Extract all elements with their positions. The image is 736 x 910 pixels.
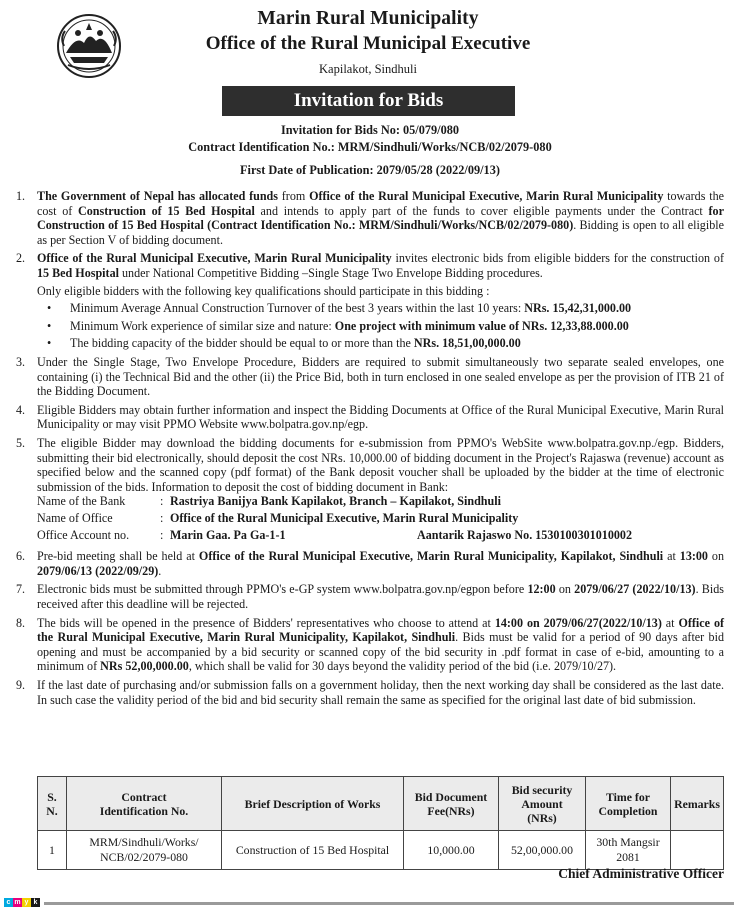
clause-text: . Bidding is open to all eligible as per Section V of bidding document. [37,218,724,247]
clause-text-bold: The Government of Nepal has allocated funds [37,189,278,203]
clause-text: . [158,563,162,578]
clause-7 [14,582,724,611]
separator: : [160,528,164,543]
column-header: Time for Completion [586,777,671,831]
account-label: Office Account no. [37,528,130,543]
account-row [37,528,724,545]
qualification-text: Minimum Work experience of similar size and nature: [70,318,335,333]
column-header: Contract Identification No. [67,777,222,831]
qualification-value: NRs. 15,42,31,000.00 [524,301,632,316]
separator: : [160,494,164,509]
clause-number: 3. [16,354,26,369]
clause-number: 8. [16,615,26,630]
qualification-intro: Only eligible bidders with the following key qualifications should participate in this bidding : [37,283,490,298]
qualification-item [37,336,724,351]
page-title: Invitation for Bids [222,86,515,116]
bullet-icon: • [47,318,52,333]
clause-text: invites electronic bids from eligible bidders for the construction of [391,251,724,266]
nepal-emblem-icon [56,13,122,79]
clause-text-bold: 2079/06/27 (2022/10/13) [574,582,696,597]
clause-text: at [661,615,679,630]
clause-2 [14,251,724,351]
clause-text-bold: Office of the Rural Municipal Executive, Marin Rural Municipality, Kapilakot, Sindhuli [198,549,664,564]
column-header: Remarks [671,777,724,831]
clause-text-bold: Office of the Rural Municipal Executive, Marin Rural Municipality, Kapilakot, Sindhuli [37,615,725,645]
clause-text-bold: 13:00 [679,549,708,564]
qualification-item [37,301,724,316]
bullet-icon: • [47,301,52,316]
clause-3 [14,355,724,399]
cmyk-print-marks [4,898,40,907]
office-value: Office of the Rural Municipal Executive, Marin Rural Municipality [170,511,519,526]
table-cell: MRM/Sindhuli/Works/ NCB/02/2079-080 [67,831,222,870]
clause-text: on [707,549,725,564]
signatory-title: Chief Administrative Officer [558,866,724,881]
bid-table [37,776,724,870]
clause-text: Under the Single Stage, Two Envelope Procedure, Bidders are required to submit simultaneously two separate sealed envelopes, one containing (i) the Technical Bid and the other (ii) the Price Bid, both in turn enclosed in one sealed envelope as per the provision of ITB 21 of the Bidding Document. [37,354,724,399]
org-name: Marin Rural Municipality [257,8,479,29]
bullet-icon: • [47,336,52,351]
clause-number: 7. [16,582,26,597]
clause-text: . Bids received after this deadline will be rejected. [37,582,724,612]
ifb-number: Invitation for Bids No: 05/079/080 [280,123,460,137]
qualification-text: Minimum Average Annual Construction Turnover of the best 3 years within the last 10 years: [70,301,525,316]
clause-number: 5. [16,435,26,450]
table-cell: Construction of 15 Bed Hospital [222,831,404,870]
clause-text-bold: 15 Bed Hospital [37,265,119,280]
column-header: Brief Description of Works [222,777,404,831]
column-header: Bid Document Fee(NRs) [404,777,499,831]
clause-number: 2. [16,251,26,266]
clause-5 [14,436,724,545]
publication-date: First Date of Publication: 2079/05/28 (2022/09/13) [240,163,500,177]
notice-body [14,189,724,711]
clause-number: 4. [16,402,26,417]
cmyk-swatch: c [4,898,13,907]
clause-text: Electronic bids must be submitted through PPMO's e-GP system www.bolpatra.gov.np/egpon before [37,582,528,597]
clause-text: , which shall be valid for 30 days beyond the validity period of the bid (i.e. 2079/10/27). [188,659,617,674]
office-address: Kapilakot, Sindhuli [319,62,417,76]
column-header: Bid security Amount (NRs) [499,777,586,831]
clause-text-bold: Construction of 15 Bed Hospital [78,203,255,218]
table-cell [671,831,724,870]
office-label: Name of Office [37,511,113,526]
clause-9 [14,678,724,707]
qualification-value: NRs. 18,51,00,000.00 [413,336,521,351]
clause-text: on [555,582,575,597]
contract-id: Contract Identification No.: MRM/Sindhuli/Works/NCB/02/2079-080 [188,140,552,154]
clause-text: If the last date of purchasing and/or submission falls on a government holiday, then the next working day shall be considered as the last date. In such case the validity period of the bid and bid security shall remain the same as specified for the original last date of bid submission. [37,678,724,707]
cmyk-swatch: m [14,899,21,906]
table-row [38,831,724,870]
clause-text: from [278,189,310,203]
qualification-value: One project with minimum value of NRs. 12,33,88.000.00 [334,318,629,333]
table-cell: 52,00,000.00 [499,831,586,870]
column-header: S. N. [38,777,67,831]
clause-number: 1. [16,189,26,203]
office-name-row [37,511,724,528]
qualification-text: The bidding capacity of the bidder should be equal to or more than the [70,336,414,351]
bank-name-row [37,494,724,511]
clause-text: Eligible Bidders may obtain further information and inspect the Bidding Documents at Office of the Rural Municipal Executive, Marin Rural Municipality or may visit PPMO Website www.bolpatra.gov.np/egp. [37,402,724,432]
clause-6 [14,549,724,578]
clause-text-bold: NRs 52,00,000.00 [100,659,189,674]
clause-text: towards the cost of [37,189,724,218]
bottom-rule [44,902,734,905]
clause-text: under National Competitive Bidding –Single Stage Two Envelope Bidding procedures. [118,265,543,280]
clause-text-bold: Office of the Rural Municipal Executive, Marin Rural Municipality [37,251,392,266]
table-header-row [38,777,724,831]
clause-text-bold: for Construction of 15 Bed Hospital (Contract Identification No.: MRM/Sindhuli/Works/NCB/02/2079-080) [37,203,724,233]
clause-4 [14,403,724,432]
bank-value: Rastriya Banijya Bank Kapilakot, Branch – Kapilakot, Sindhuli [170,494,501,509]
clause-text: . Bids must be valid for a period of 90 days after bid opening and must be accompanied by a bid security or scanned copy of the bid security in .pdf format in case of e-bid, amounting to a minimum of [37,630,725,674]
clause-text-bold: 2079/06/13 (2022/09/29) [37,563,159,578]
table-cell: 10,000.00 [404,831,499,870]
clause-number: 6. [16,549,26,564]
cmyk-swatch: y [22,898,31,907]
clause-text: and intends to apply part of the funds to cover eligible payments under the Contract [254,203,709,218]
rajaswo-number: Aantarik Rajaswo No. 1530100301010002 [417,528,633,543]
separator: : [160,511,164,526]
clause-text: The eligible Bidder may download the bidding documents for e-submission from PPMO's WebSite www.bolpatra.gov.np./egp. Bidders, submitting their bid electronically, should deposit the cost NRs. 10,000.00 of bidding document in the Project's Rajaswa (revenue) account as specified below and the scanned copy (pdf format) of the Bank deposit voucher shall be uploaded by the bidder at the time of electronic submission of the bids. Information to deposit the cost of bidding document in Bank: [37,435,724,494]
table-cell: 1 [38,831,67,870]
qualification-item [37,319,724,334]
office-name: Office of the Rural Municipal Executive [205,33,531,54]
cmyk-swatch: k [31,898,40,907]
clause-text: The bids will be opened in the presence of Bidders' representatives who choose to attend at [37,615,495,630]
clause-text-bold: Office of the Rural Municipal Executive, Marin Rural Municipality [309,189,664,203]
clause-1 [14,189,724,247]
clause-text-bold: 14:00 on 2079/06/27(2022/10/13) [494,615,662,630]
clause-8 [14,616,724,674]
clause-number: 9. [16,678,26,693]
clause-text: at [663,549,680,564]
clause-text-bold: 12:00 [527,582,556,597]
bank-label: Name of the Bank [37,494,126,509]
account-value: Marin Gaa. Pa Ga-1-1 [170,528,286,543]
table-cell: 30th Mangsir 2081 [586,831,671,870]
clause-text: Pre-bid meeting shall be held at [37,549,199,564]
